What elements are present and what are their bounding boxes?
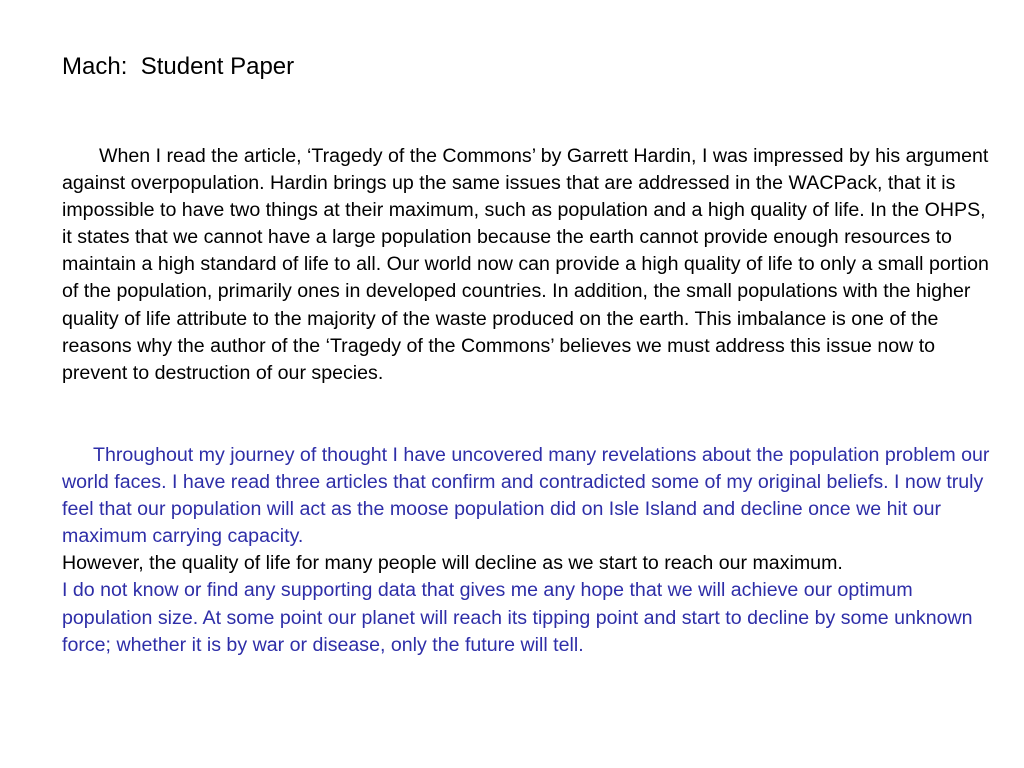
- paragraph-2-blue-text-1: Throughout my journey of thought I have uncovered many revelations about the population problem our world faces. I have read three articles that confirm and contradicted some of my original beliefs. I now truly feel that our population will act as the moose population did on Isle Island and decline once we hit our maximum carrying capacity.: [62, 444, 990, 548]
- paragraph-2-blue-text-2: I do not know or find any supporting data that gives me any hope that we will achieve our optimum population size. At some point our planet will reach its tipping point and start to decline by some unknown force; whether it is by war or disease, only the future will tell.: [62, 579, 973, 656]
- paragraph-1: When I read the article, ‘Tragedy of the Commons’ by Garrett Hardin, I was impressed by his argument against overpopulation. Hardin brings up the same issues that are addressed in the WACPack, that it is impossible to have two things at their maximum, such as population and a high quality of life. In the OHPS, it states that we cannot have a large population because the earth cannot provide enough resources to maintain a high standard of life to all. Our world now can provide a high quality of life to only a small portion of the population, primarily ones in developed countries. In addition, the small populations with the higher quality of life attribute to the majority of the waste produced on the earth. This imbalance is one of the reasons why the author of the ‘Tragedy of the Commons’ believes we must address this issue now to prevent to destruction of our species.: [62, 145, 989, 384]
- page-title: Mach: Student Paper: [62, 53, 295, 80]
- paragraph-2: [62, 442, 992, 659]
- paragraph-2-black-text: However, the quality of life for many people will decline as we start to reach our maximum.: [62, 552, 843, 575]
